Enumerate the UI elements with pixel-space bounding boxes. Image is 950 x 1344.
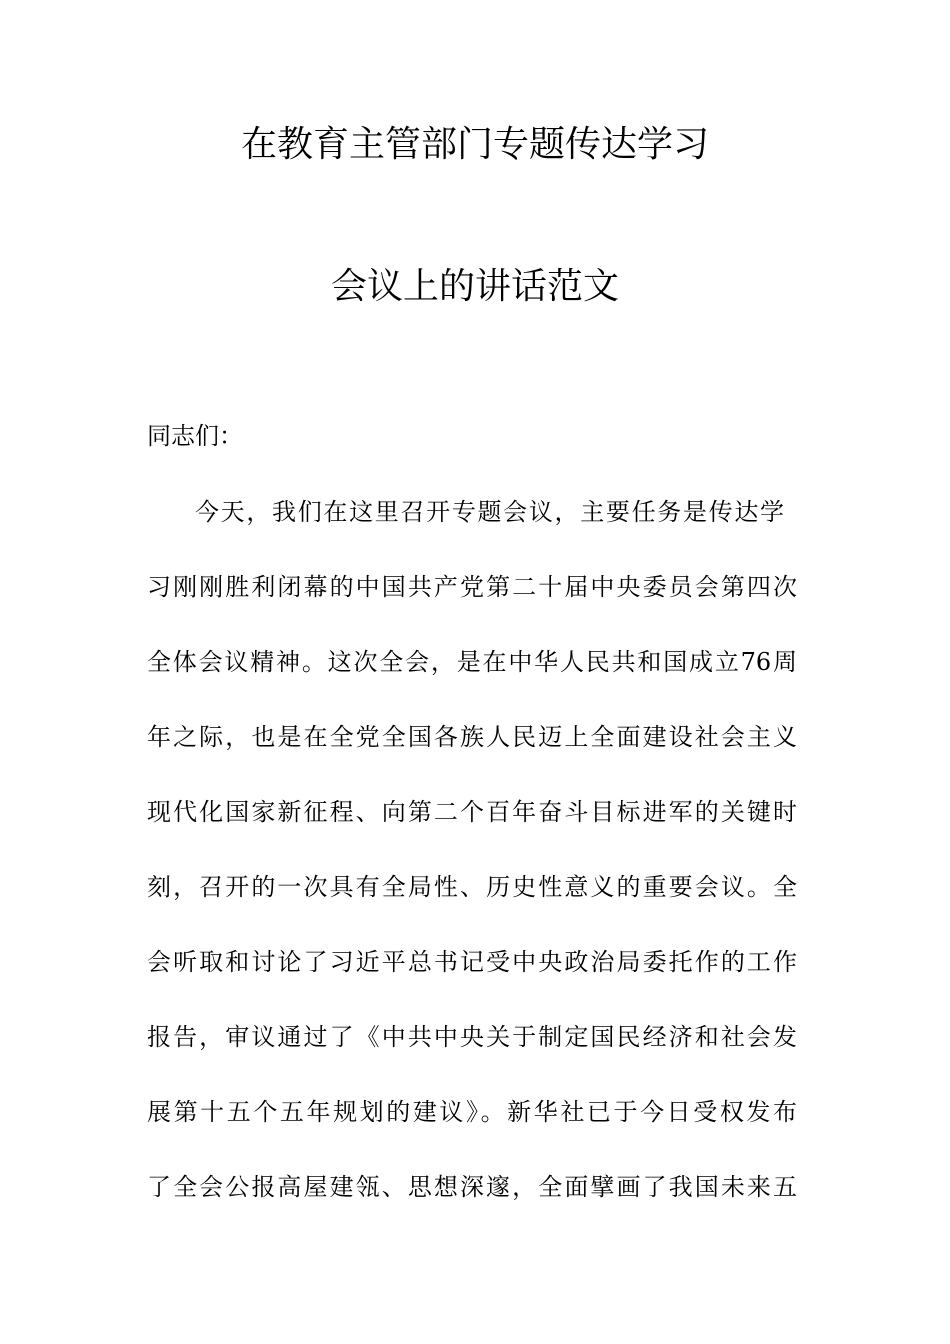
body-line: 现代化国家新征程、向第二个百年奋斗目标进军的关键时 [147,798,797,826]
body-line: 了全会公报高屋建瓴、思想深邃，全面擘画了我国未来五 [147,1173,797,1201]
body-line: 刻，召开的一次具有全局性、历史性意义的重要会议。全 [147,873,797,901]
title-line-2: 会议上的讲话范文 [330,266,619,307]
body-line: 习刚刚胜利闭幕的中国共产党第二十届中央委员会第四次 [147,573,797,601]
body-line: 会听取和讨论了习近平总书记受中央政治局委托作的工作 [147,948,797,976]
body-line: 全体会议精神。这次全会，是在中华人民共和国成立76周 [147,648,797,676]
body-line: 展第十五个五年规划的建议》。新华社已于今日受权发布 [147,1098,797,1126]
body-line: 年之际，也是在全党全国各族人民迈上全面建设社会主义 [147,723,797,751]
body-line: 今天，我们在这里召开专题会议，主要任务是传达学 [195,498,784,526]
salutation: 同志们： [147,422,243,450]
title-line-1: 在教育主管部门专题传达学习 [240,124,709,165]
body-line: 报告，审议通过了《中共中央关于制定国民经济和社会发 [147,1023,797,1051]
